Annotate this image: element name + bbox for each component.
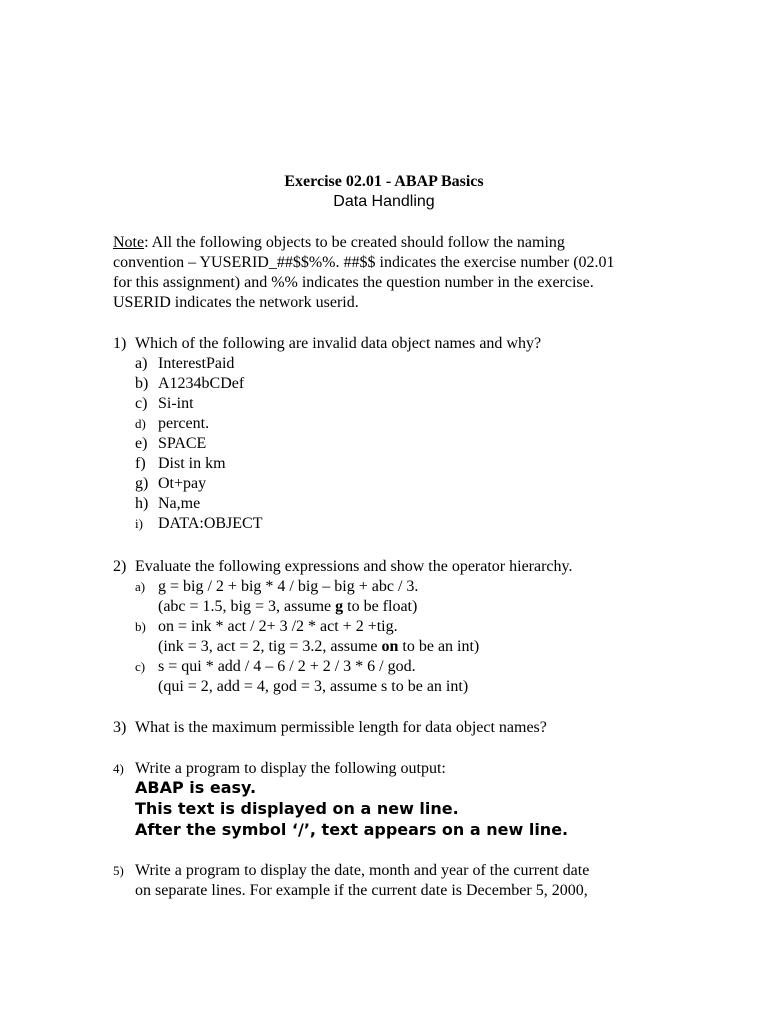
item-text: SPACE — [158, 435, 207, 452]
item-text: Dist in km — [158, 455, 226, 472]
output-line: ABAP is easy. — [135, 778, 257, 797]
question-text: Evaluate the following expressions and show the operator hierarchy. — [135, 558, 573, 575]
question-number: 3) — [113, 719, 127, 736]
item-label: d) — [135, 416, 146, 431]
condition-variable: on — [381, 638, 399, 655]
expression-text: g = big / 2 + big * 4 / big – big + abc / 3. — [158, 578, 419, 595]
expected-output-block — [135, 777, 568, 840]
item-text: Si-int — [158, 395, 194, 412]
note-label: Note — [113, 234, 145, 251]
question-number: 2) — [113, 558, 127, 575]
condition-text: (ink = 3, act = 2, tig = 3.2, assume — [158, 638, 382, 655]
output-line: After the symbol ‘/’, text appears on a new line. — [135, 820, 569, 839]
item-text: Na,me — [158, 495, 201, 512]
expression-text: on = ink * act / 2+ 3 /2 * act + 2 +tig. — [158, 618, 398, 635]
output-line: This text is displayed on a new line. — [135, 799, 459, 818]
item-text: Ot+pay — [158, 475, 207, 492]
question-text-line: Write a program to display the date, month and year of the current date — [135, 862, 590, 879]
item-text: A1234bCDef — [158, 375, 245, 392]
item-text: InterestPaid — [158, 355, 235, 372]
question-text: What is the maximum permissible length for data object names? — [135, 719, 547, 736]
note-paragraph — [113, 233, 633, 313]
condition-text: to be an int) — [398, 638, 480, 655]
item-label: e) — [135, 435, 148, 452]
expression-text: s = qui * add / 4 – 6 / 2 + 2 / 3 * 6 / god. — [158, 658, 416, 675]
condition-text: (qui = 2, add = 4, god = 3, assume s to be an int) — [158, 678, 469, 695]
condition-variable: g — [335, 598, 344, 615]
item-label: f) — [135, 455, 146, 472]
note-text: : All the following objects to be created should follow the naming convention – YUSERID_##$$%%. ##$$ indicates the exercise number (02.01 for this assignment) and %% indicates the question number in the exercise. USERID indicates the network userid. — [113, 234, 615, 311]
question-text: Write a program to display the following output: — [135, 760, 446, 777]
item-label: b) — [135, 375, 149, 392]
condition-text: to be float) — [343, 598, 418, 615]
item-label: b) — [135, 619, 146, 634]
question-text-line: on separate lines. For example if the current date is December 5, 2000, — [135, 882, 588, 899]
expression-conditions — [158, 677, 468, 697]
item-label: i) — [135, 516, 143, 531]
expression-conditions — [158, 637, 479, 657]
item-label: c) — [135, 395, 148, 412]
item-label: h) — [135, 495, 149, 512]
item-label: c) — [135, 659, 146, 674]
item-label: a) — [135, 579, 146, 594]
item-label: g) — [135, 475, 149, 492]
item-label: a) — [135, 355, 148, 372]
question-number: 4) — [113, 761, 124, 776]
question-number: 1) — [113, 335, 127, 352]
page-title: Exercise 02.01 - ABAP Basics — [284, 173, 484, 190]
item-text: percent. — [158, 415, 210, 432]
page-subtitle: Data Handling — [333, 193, 435, 210]
condition-text: (abc = 1.5, big = 3, assume — [158, 598, 336, 615]
question-number: 5) — [113, 863, 124, 878]
item-text: DATA:OBJECT — [158, 515, 263, 532]
question-text: Which of the following are invalid data object names and why? — [135, 335, 542, 352]
expression-conditions — [158, 597, 417, 617]
